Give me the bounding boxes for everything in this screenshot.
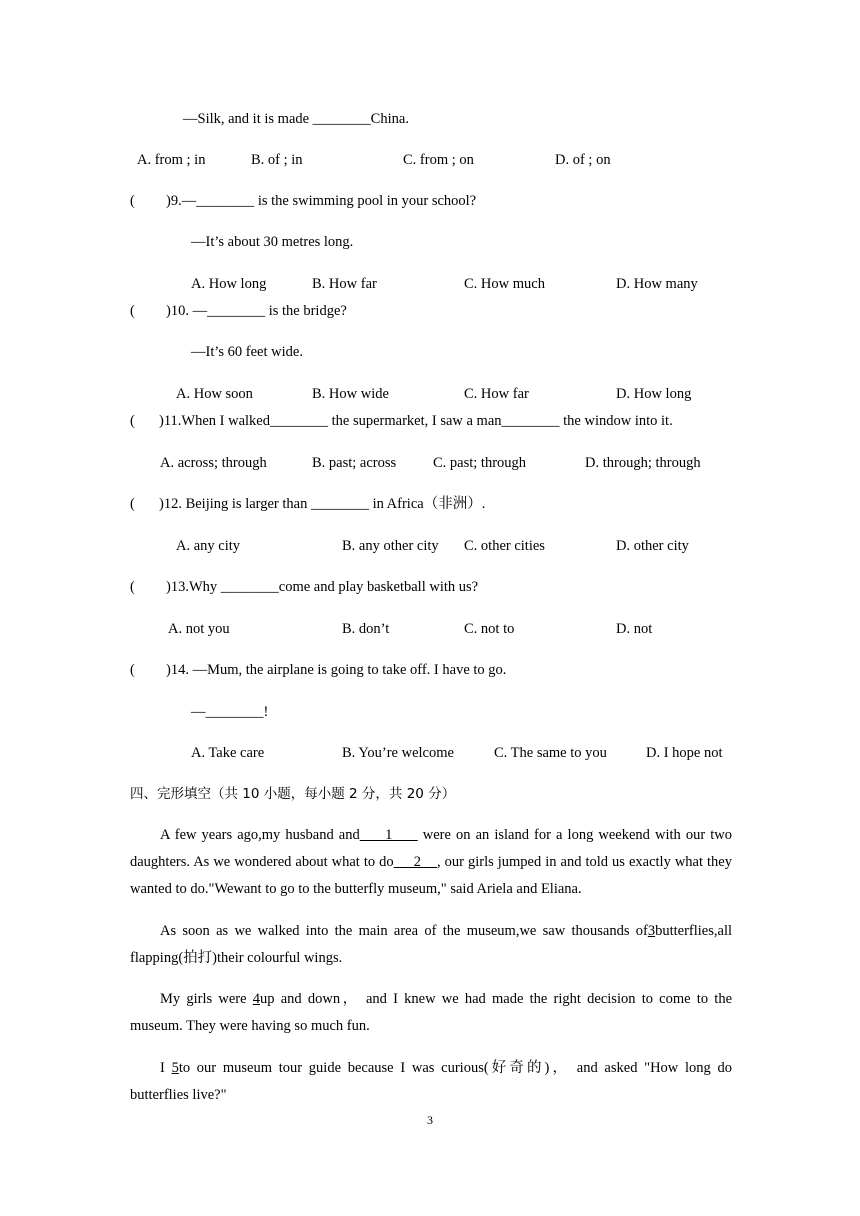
q8-option-b: B. of ; in: [251, 152, 303, 168]
passage-text: My girls were: [160, 991, 253, 1007]
q10-answer-line: —It’s 60 feet wide.: [191, 344, 303, 360]
q11-option-b: B. past; across: [312, 455, 397, 471]
q9-stem: )9.—________ is the swimming pool in your school?: [166, 193, 477, 209]
passage-paragraph-2: [130, 918, 732, 972]
q12-option-d: D. other city: [616, 538, 689, 554]
q13-paren: (: [130, 579, 135, 595]
q9-answer-line: —It’s about 30 metres long.: [191, 234, 354, 250]
passage-paragraph-4: [130, 1055, 732, 1109]
q8-option-c: C. from ; on: [403, 152, 474, 168]
q13-option-a: A. not you: [168, 621, 230, 637]
q13-option-c: C. not to: [464, 621, 515, 637]
passage-text: to our museum tour guide because I was curious(好奇的)， and asked "How long do butterflies live?": [130, 1060, 732, 1103]
q14-option-b: B. You’re welcome: [342, 745, 454, 761]
page-number: 3: [427, 1113, 433, 1127]
passage-text: , our girls jumped in and told us exactly what they wanted to do."Wewant to go to the butterfly museum," said Ariela and Eliana.: [130, 854, 732, 897]
q11-option-a: A. across; through: [160, 455, 267, 471]
q8-option-a: A. from ; in: [137, 152, 206, 168]
q10-option-c: C. How far: [464, 386, 529, 402]
q9-paren: (: [130, 193, 135, 209]
q14-option-c: C. The same to you: [494, 745, 607, 761]
section-heading: 四、完形填空（共 10 小题，每小题 2 分，共 20 分）: [130, 786, 456, 802]
blank-3: 3: [647, 923, 656, 939]
blank-4: 4: [252, 991, 260, 1007]
blank-2: 2: [393, 854, 437, 870]
q14-option-d: D. I hope not: [646, 745, 723, 761]
passage-text: As soon as we walked into the main area of the museum,we saw thousands of: [160, 923, 648, 939]
q11-option-d: D. through; through: [585, 455, 701, 471]
passage-text: butterflies,all flapping(拍打)their colourful wings.: [130, 923, 732, 966]
passage-text: were on an island for a long weekend with our two daughters. As we wondered about what to do: [130, 827, 732, 870]
q12-paren: (: [130, 496, 135, 512]
q8-answer-line: —Silk, and it is made ________China.: [183, 111, 409, 127]
q11-stem: )11.When I walked________ the supermarket, I saw a man________ the window into it.: [159, 413, 673, 429]
q14-option-a: A. Take care: [191, 745, 265, 761]
q8-option-d: D. of ; on: [555, 152, 611, 168]
blank-5: 5: [171, 1060, 179, 1076]
q14-stem: )14. —Mum, the airplane is going to take off. I have to go.: [166, 662, 507, 678]
q10-paren: (: [130, 303, 135, 319]
q10-option-d: D. How long: [616, 386, 692, 402]
passage-paragraph-3: [130, 986, 732, 1040]
q13-option-d: D. not: [616, 621, 653, 637]
q13-option-b: B. don’t: [342, 621, 390, 637]
passage-paragraph-1: [130, 822, 732, 903]
q9-option-b: B. How far: [312, 276, 377, 292]
passage-text: A few years ago,my husband and: [160, 827, 360, 843]
q14-paren: (: [130, 662, 135, 678]
q9-option-d: D. How many: [616, 276, 698, 292]
q12-stem: )12. Beijing is larger than ________ in Africa（非洲）.: [159, 496, 486, 512]
q12-option-b: B. any other city: [342, 538, 439, 554]
q11-paren: (: [130, 413, 135, 429]
q13-stem: )13.Why ________come and play basketball with us?: [166, 579, 479, 595]
blank-1: 1: [359, 827, 418, 843]
q9-option-c: C. How much: [464, 276, 545, 292]
q12-option-c: C. other cities: [464, 538, 545, 554]
q10-option-a: A. How soon: [176, 386, 253, 402]
q9-option-a: A. How long: [191, 276, 267, 292]
q14-answer-line: —________!: [191, 704, 269, 720]
passage-text: I: [160, 1060, 172, 1076]
q11-option-c: C. past; through: [433, 455, 527, 471]
q12-option-a: A. any city: [176, 538, 241, 554]
q10-option-b: B. How wide: [312, 386, 389, 402]
q10-stem: )10. —________ is the bridge?: [166, 303, 347, 319]
passage-text: up and down， and I knew we had made the right decision to come to the museum. They were having so much fun.: [130, 991, 732, 1034]
